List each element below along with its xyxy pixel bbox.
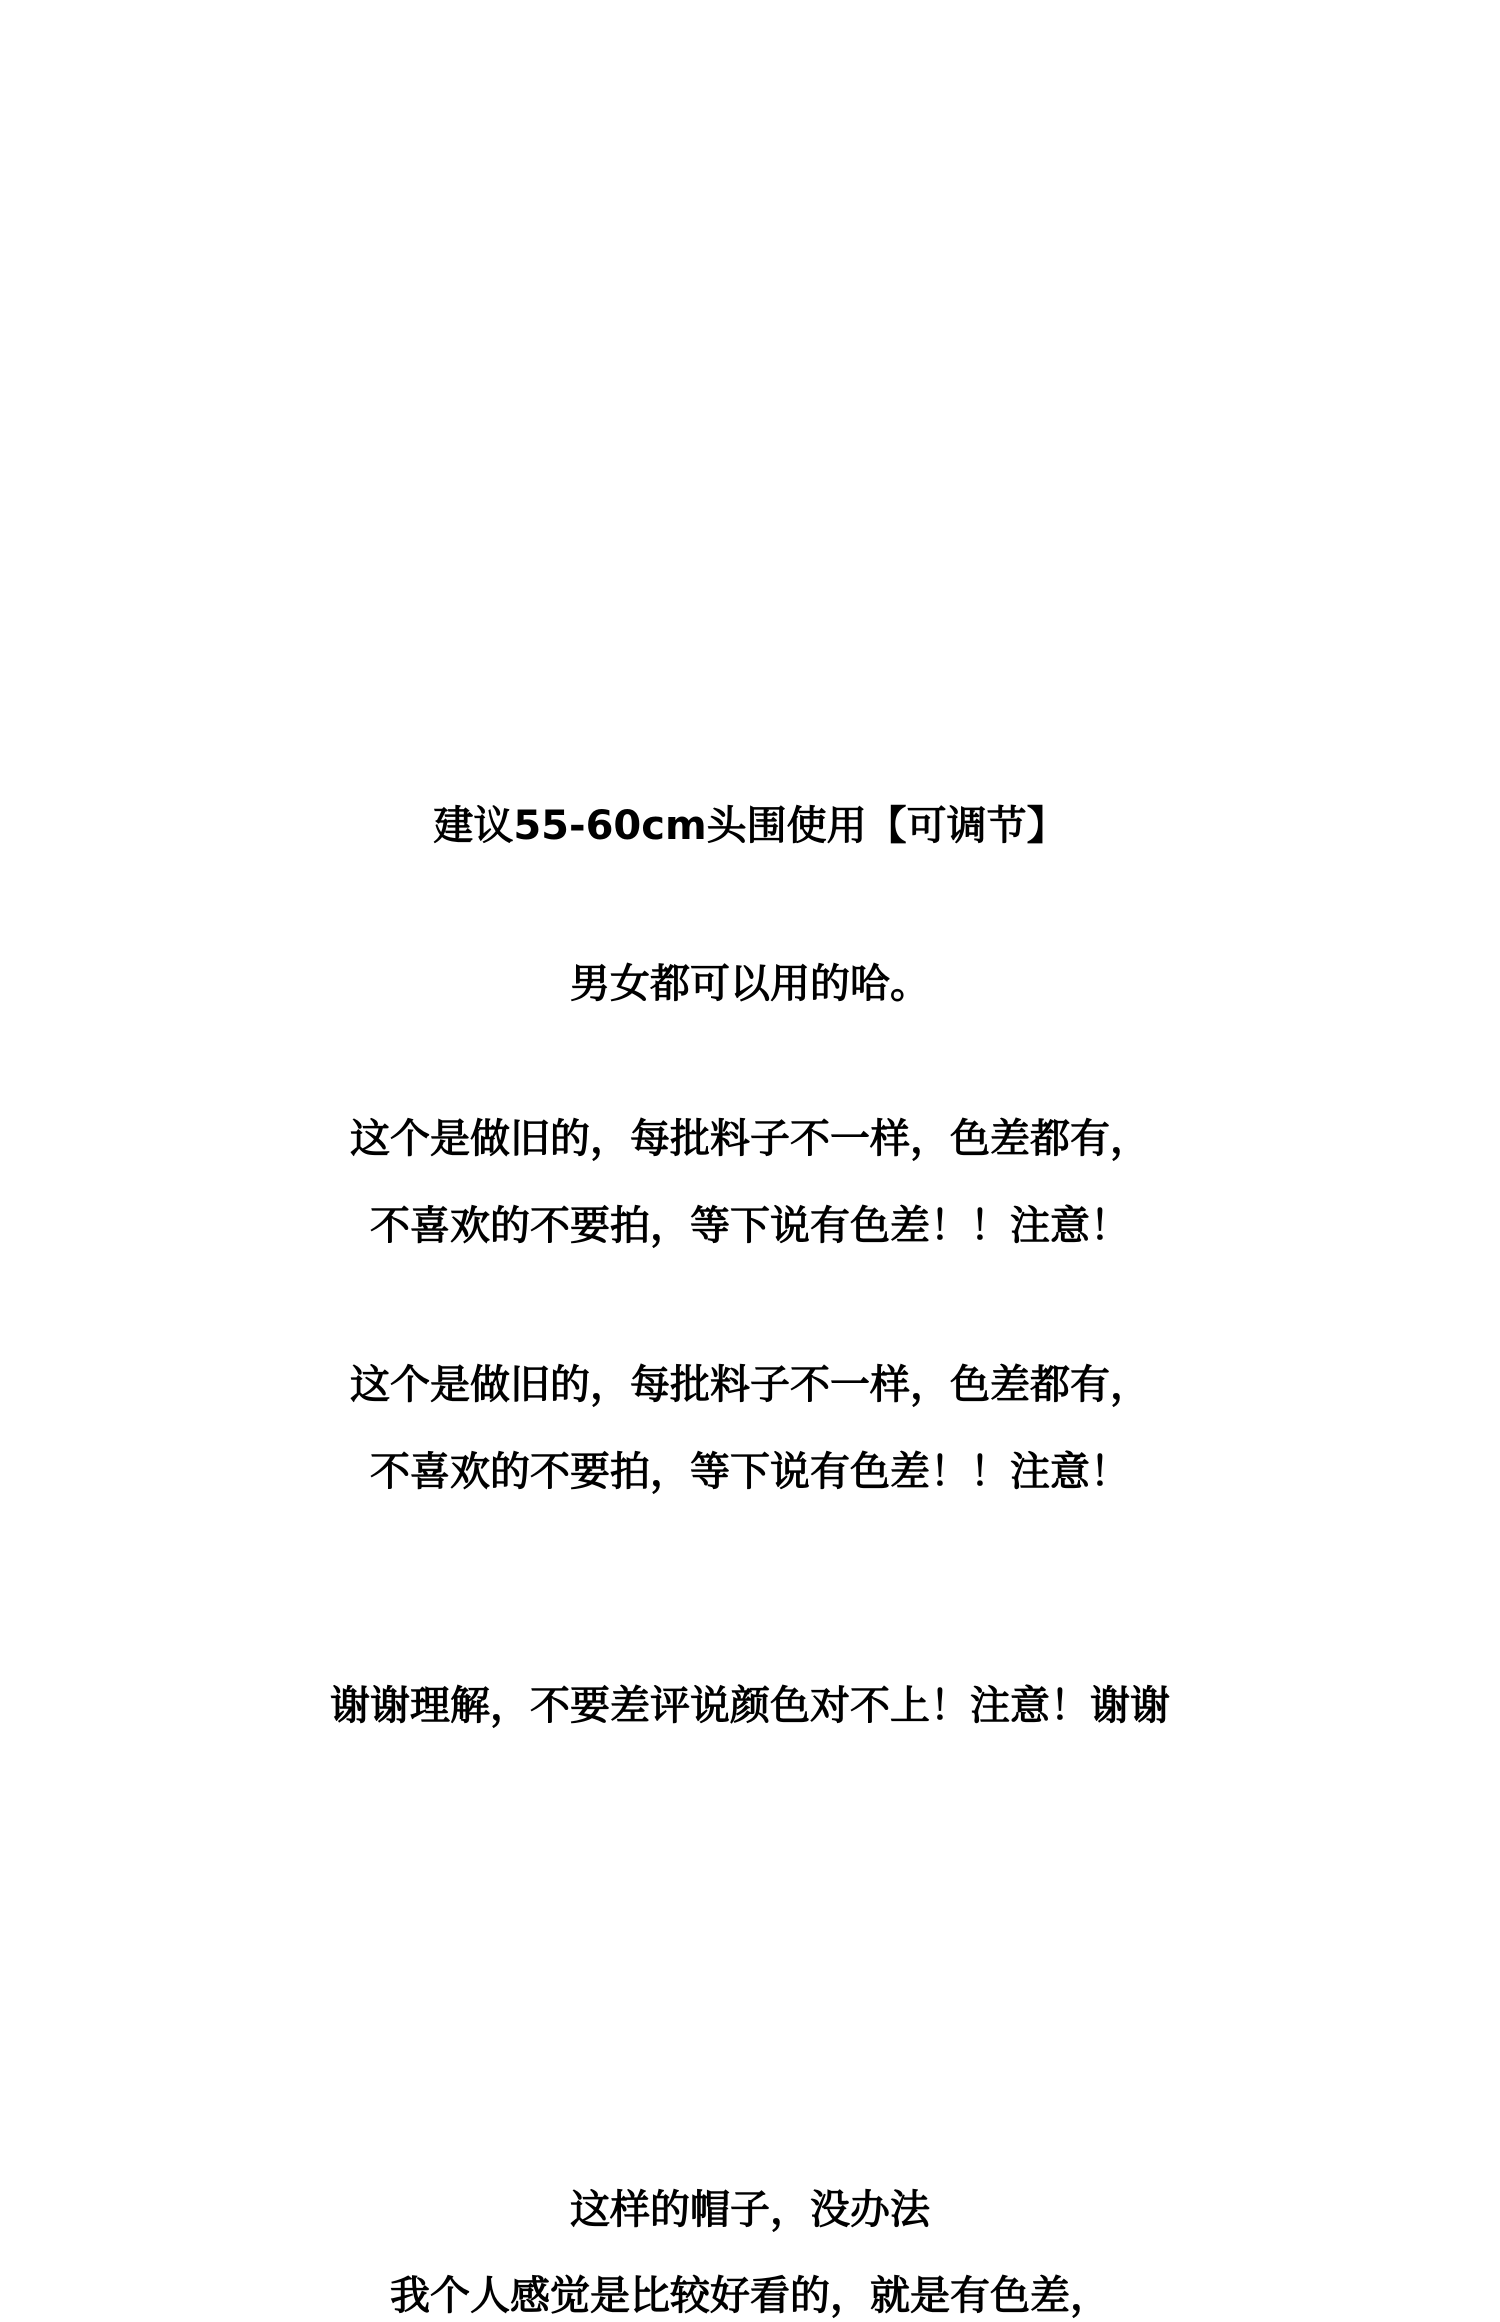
size-advice-text: 建议55-60cm头围使用【可调节】 (433, 803, 1067, 849)
color-warning-line-1: 这个是做旧的，每批料子不一样，色差都有， (350, 1116, 1150, 1162)
personal-opinion-text: 我个人感觉是比较好看的，就是有色差， (390, 2273, 1110, 2319)
unisex-text: 男女都可以用的哈。 (570, 961, 930, 1007)
color-warning-line-4: 不喜欢的不要拍，等下说有色差！！注意！ (370, 1449, 1130, 1495)
hat-note-text: 这样的帽子，没办法 (570, 2187, 930, 2233)
color-warning-line-3: 这个是做旧的，每批料子不一样，色差都有， (350, 1362, 1150, 1408)
thanks-text: 谢谢理解，不要差评说颜色对不上！注意！谢谢 (330, 1683, 1170, 1729)
color-warning-line-2: 不喜欢的不要拍，等下说有色差！！注意！ (370, 1203, 1130, 1249)
